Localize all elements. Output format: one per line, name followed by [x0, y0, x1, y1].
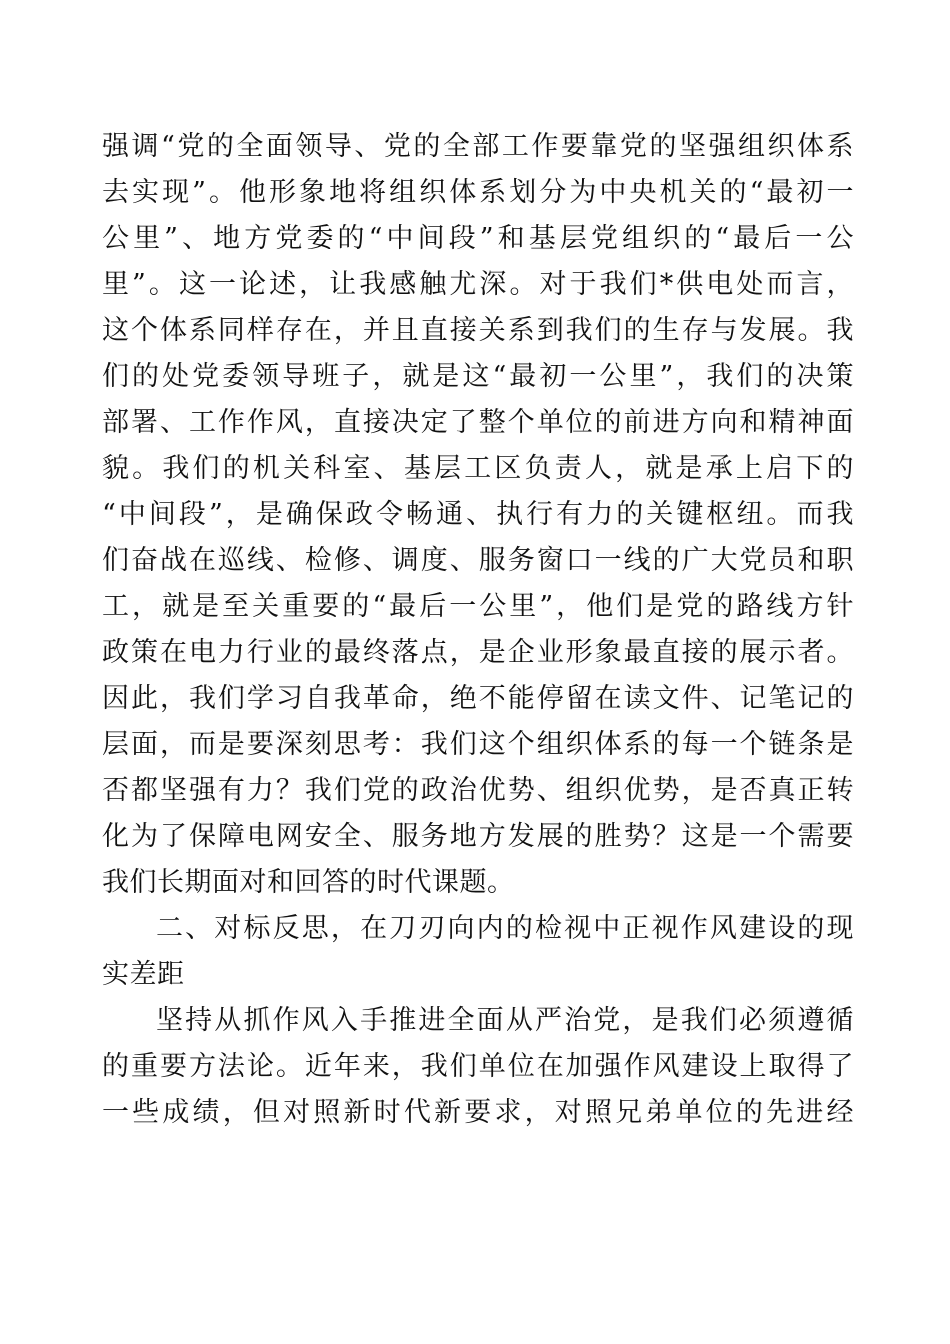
text-line: 二、对标反思，在刀刃向内的检视中正视作风建设的现	[156, 913, 854, 944]
text-line: 们的处党委领导班子，就是这“最初一公里”，我们的决策	[102, 361, 854, 392]
text-line: 工，就是至关重要的“最后一公里”，他们是党的路线方针	[102, 591, 854, 622]
text-line: 坚持从抓作风入手推进全面从严治党，是我们必须遵循	[156, 1005, 854, 1036]
text-line: 的重要方法论。近年来，我们单位在加强作风建设上取得了	[102, 1051, 854, 1082]
text-line: 实差距	[102, 959, 185, 990]
text-line: 这个体系同样存在，并且直接关系到我们的生存与发展。我	[102, 315, 854, 346]
text-line: 强调“党的全面领导、党的全部工作要靠党的坚强组织体系	[102, 131, 854, 162]
text-line: 否都坚强有力？我们党的政治优势、组织优势，是否真正转	[102, 775, 854, 806]
text-line: 部署、工作作风，直接决定了整个单位的前进方向和精神面	[102, 407, 854, 438]
text-line: 我们长期面对和回答的时代课题。	[102, 867, 515, 898]
text-line: 政策在电力行业的最终落点，是企业形象最直接的展示者。	[102, 637, 854, 668]
text-line: 里”。这一论述，让我感触尤深。对于我们*供电处而言，	[102, 269, 854, 300]
text-line: 貌。我们的机关科室、基层工区负责人，就是承上启下的	[102, 453, 854, 484]
text-line: 层面，而是要深刻思考：我们这个组织体系的每一个链条是	[102, 729, 854, 760]
text-line: 们奋战在巡线、检修、调度、服务窗口一线的广大党员和职	[102, 545, 854, 576]
text-line: 化为了保障电网安全、服务地方发展的胜势？这是一个需要	[102, 821, 854, 852]
text-line: 因此，我们学习自我革命，绝不能停留在读文件、记笔记的	[102, 683, 854, 714]
text-line: 公里”、地方党委的“中间段”和基层党组织的“最后一公	[102, 223, 854, 254]
text-line: 一些成绩，但对照新时代新要求，对照兄弟单位的先进经	[102, 1097, 854, 1128]
body-text	[102, 124, 854, 1136]
text-line: 去实现”。他形象地将组织体系划分为中央机关的“最初一	[102, 177, 854, 208]
text-line: “中间段”，是确保政令畅通、执行有力的关键枢纽。而我	[102, 499, 854, 530]
